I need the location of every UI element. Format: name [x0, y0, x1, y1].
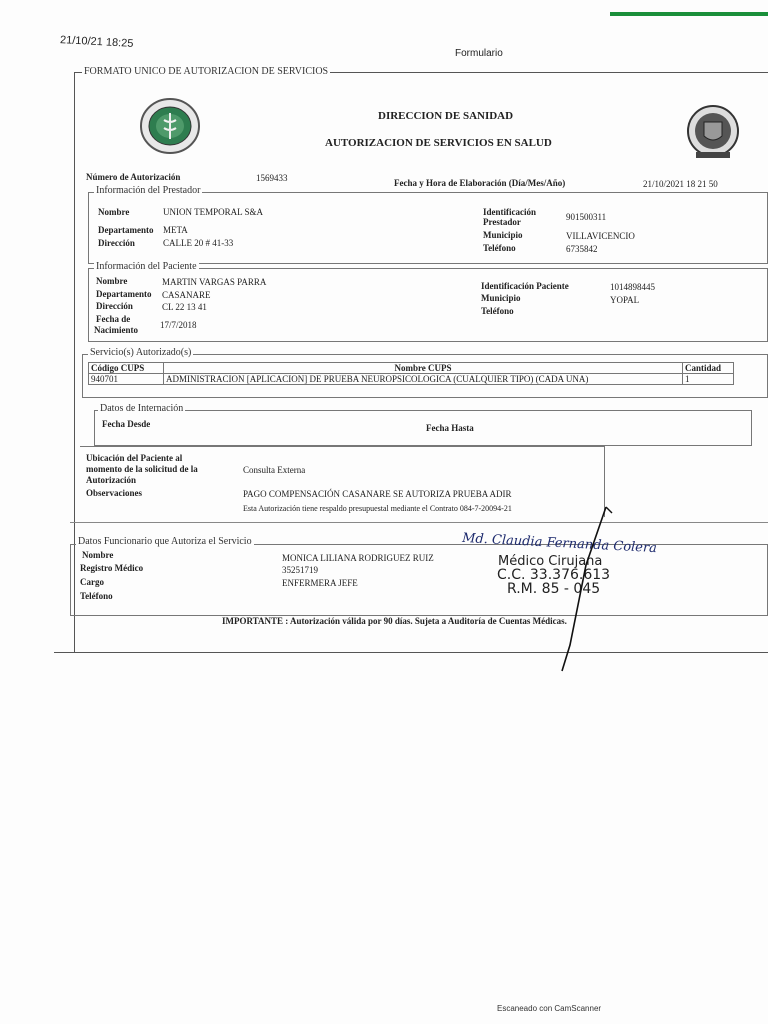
paciente-fecha-nac-value: 17/7/2018 [160, 320, 197, 330]
funcionario-nombre-label: Nombre [82, 550, 114, 560]
ubicacion-label: Ubicación del Paciente al [86, 453, 183, 463]
scan-timestamp: 21/10/21 18:25 [59, 34, 134, 50]
row-cantidad: 1 [683, 374, 734, 385]
stamp-line-2: C.C. 33.376.613 [497, 567, 611, 583]
prestador-departamento-value: META [163, 225, 188, 235]
observaciones-value: PAGO COMPENSACIÓN CASANARE SE AUTORIZA PRUEBA ADIR [243, 489, 512, 499]
green-corner-mark [610, 12, 768, 16]
paciente-nombre-value: MARTIN VARGAS PARRA [162, 277, 267, 287]
importante-note: IMPORTANTE : Autorización válida por 90 días. Sujeta a Auditoría de Cuentas Médicas. [222, 616, 567, 626]
funcionario-registro-value: 35251719 [282, 565, 318, 575]
page-bottom-border [54, 652, 768, 653]
prestador-municipio-label: Municipio [483, 230, 523, 240]
title-autorizacion: AUTORIZACION DE SERVICIOS EN SALUD [325, 137, 552, 149]
paciente-identificacion-label: Identificación Paciente [481, 281, 569, 291]
fecha-desde-label: Fecha Desde [102, 419, 151, 429]
row-codigo: 940701 [89, 374, 164, 385]
funcionario-legend: Datos Funcionario que Autoriza el Servicio [78, 536, 252, 547]
signature: Md. Claudia Fernanda Colera [461, 530, 658, 557]
prestador-departamento-label: Departamento [98, 225, 154, 235]
policia-nacional-logo [140, 98, 200, 154]
internacion-legend: Datos de Internación [100, 403, 184, 414]
funcionario-cargo-label: Cargo [80, 577, 104, 587]
stamp-line-1: Médico Cirujana [498, 554, 603, 569]
paciente-direccion-label: Dirección [96, 301, 133, 311]
funcionario-registro-label: Registro Médico [80, 563, 144, 573]
prestador-nombre-value: UNION TEMPORAL S&A [163, 207, 264, 217]
paciente-municipio-label: Municipio [481, 293, 521, 303]
fecha-elaboracion-value: 21/10/2021 18 21 50 [643, 179, 718, 189]
paciente-identificacion-value: 1014898445 [610, 282, 655, 292]
paciente-telefono-label: Teléfono [481, 306, 514, 316]
internacion-section [94, 410, 752, 446]
funcionario-telefono-label: Teléfono [80, 591, 113, 601]
ubicacion-value: Consulta Externa [243, 465, 306, 475]
table-row [89, 374, 734, 385]
numero-autorizacion-label: Número de Autorización [86, 172, 181, 182]
col-nombre-cups: Nombre CUPS [164, 363, 683, 374]
servicios-table [88, 362, 734, 385]
observaciones-label: Observaciones [86, 488, 142, 498]
paciente-direccion-value: CL 22 13 41 [162, 302, 207, 312]
stamp-line-3: R.M. 85 - 045 [507, 581, 601, 597]
paciente-departamento-value: CASANARE [162, 290, 211, 300]
observaciones-contrato: Esta Autorización tiene respaldo presupuestal mediante el Contrato 084-7-20094-21 [243, 504, 512, 513]
paciente-fecha-nac-label: Fecha de [96, 314, 131, 324]
prestador-section [88, 192, 768, 264]
prestador-legend: Información del Prestador [96, 185, 201, 196]
coat-of-arms-logo [686, 104, 740, 160]
ubicacion-label-3: Autorización [86, 475, 136, 485]
funcionario-nombre-value: MONICA LILIANA RODRIGUEZ RUIZ [282, 553, 434, 563]
paciente-fecha-nac-label-2: Nacimiento [94, 325, 138, 335]
prestador-direccion-label: Dirección [98, 238, 135, 248]
prestador-nombre-label: Nombre [98, 207, 130, 217]
formulario-label: Formulario [455, 48, 503, 59]
col-cantidad: Cantidad [683, 363, 734, 374]
camscanner-footer: Escaneado con CamScanner [497, 1004, 602, 1013]
col-codigo-cups: Código CUPS [89, 363, 164, 374]
title-direccion-sanidad: DIRECCION DE SANIDAD [378, 110, 514, 122]
funcionario-top-line [70, 522, 768, 523]
fecha-hasta-label: Fecha Hasta [426, 423, 474, 433]
paciente-municipio-value: YOPAL [610, 295, 640, 305]
numero-autorizacion-value: 1569433 [256, 173, 288, 183]
prestador-identificacion-label-2: Prestador [483, 217, 521, 227]
paciente-legend: Información del Paciente [96, 261, 197, 272]
prestador-identificacion-value: 901500311 [566, 212, 607, 222]
fecha-elaboracion-label: Fecha y Hora de Elaboración (Día/Mes/Año) [394, 178, 566, 188]
paciente-nombre-label: Nombre [96, 276, 128, 286]
ubicacion-label-2: momento de la solicitud de la [86, 464, 198, 474]
prestador-municipio-value: VILLAVICENCIO [566, 231, 635, 241]
servicios-legend: Servicio(s) Autorizado(s) [90, 347, 192, 358]
prestador-telefono-label: Teléfono [483, 243, 516, 253]
form-title: FORMATO UNICO DE AUTORIZACION DE SERVICIOS [84, 66, 329, 77]
row-nombre: ADMINISTRACION [APLICACION] DE PRUEBA NEUROPSICOLOGICA (CUALQUIER TIPO) (CADA UNA) [164, 374, 683, 385]
prestador-telefono-value: 6735842 [566, 244, 598, 254]
paciente-departamento-label: Departamento [96, 289, 152, 299]
signature-stroke [548, 505, 618, 675]
funcionario-cargo-value: ENFERMERA JEFE [282, 578, 358, 588]
prestador-direccion-value: CALLE 20 # 41-33 [163, 238, 234, 248]
prestador-identificacion-label: Identificación [483, 207, 536, 217]
